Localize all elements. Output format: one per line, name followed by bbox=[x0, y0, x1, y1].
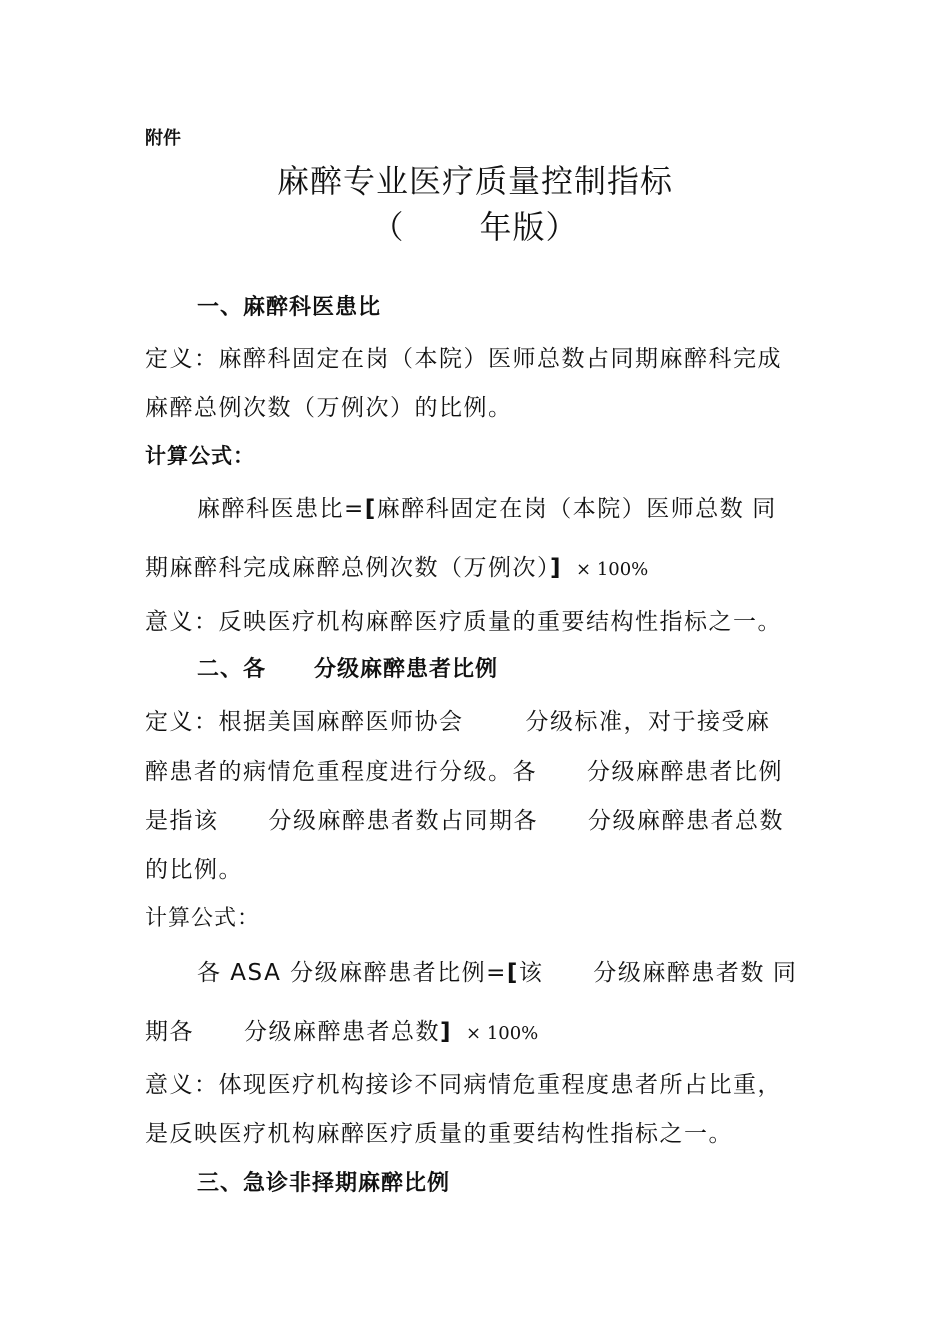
section2-definition-line1: 定义：根据美国麻醉医师协会 分级标准，对于接受麻 bbox=[145, 709, 771, 735]
formula1-close-bracket: ] bbox=[550, 555, 563, 581]
formula2-close-bracket: ] bbox=[440, 1019, 453, 1045]
formula2-open-bracket: [ bbox=[506, 960, 519, 986]
formula2-numerator: 分级麻醉患者数 bbox=[593, 960, 765, 986]
formula2-multiplier: × 100% bbox=[466, 1023, 539, 1044]
section2-meaning-line2: 是反映医疗机构麻醉医疗质量的重要结构性指标之一。 bbox=[145, 1121, 733, 1147]
section2-meaning-line1: 意义：体现医疗机构接诊不同病情危重程度患者所占比重， bbox=[145, 1072, 782, 1098]
formula2-denominator: 分级麻醉患者总数 bbox=[244, 1019, 440, 1045]
formula1-multiplier: × 100% bbox=[576, 559, 649, 580]
section2-formula-line2: 期各 分级麻醉患者总数] × 100% bbox=[145, 1019, 539, 1045]
section2-definition-line3: 是指该 分级麻醉患者数占同期各 分级麻醉患者总数 bbox=[145, 808, 784, 834]
document-year-line bbox=[0, 202, 950, 248]
section1-meaning: 意义：反映医疗机构麻醉医疗质量的重要结构性指标之一。 bbox=[145, 609, 782, 635]
section2-definition-line4: 的比例。 bbox=[145, 857, 243, 883]
section2-formula-label: 计算公式： bbox=[145, 906, 261, 931]
year-open-paren: （ bbox=[371, 208, 405, 246]
year-version-label: 年版） bbox=[479, 208, 579, 246]
document-title: 麻醉专业医疗质量控制指标 bbox=[276, 162, 673, 200]
section2-heading: 二、各 分级麻醉患者比例 bbox=[197, 657, 499, 682]
formula1-denominator: 期麻醉科完成麻醉总例次数（万例次） bbox=[145, 555, 550, 581]
formula1-lhs: 麻醉科医患比= bbox=[197, 496, 365, 522]
section2-definition-line2: 醉患者的病情危重程度进行分级。各 分级麻醉患者比例 bbox=[145, 759, 783, 785]
formula1-denominator-start: 同 bbox=[752, 496, 777, 522]
formula2-lhs: 各 ASA 分级麻醉患者比例= bbox=[197, 960, 507, 986]
section1-formula-label: 计算公式： bbox=[145, 444, 255, 468]
section3-heading: 三、急诊非择期麻醉比例 bbox=[197, 1171, 451, 1196]
formula1-open-bracket: [ bbox=[364, 496, 377, 522]
section1-definition-line2: 麻醉总例次数（万例次）的比例。 bbox=[145, 395, 513, 421]
formula1-numerator: 麻醉科固定在岗（本院）医师总数 bbox=[376, 496, 745, 522]
section2-formula-line1: 各 ASA 分级麻醉患者比例=[该 分级麻醉患者数 同 bbox=[197, 960, 798, 986]
section1-formula-line1 bbox=[197, 490, 777, 523]
attachment-label: 附件 bbox=[145, 128, 181, 149]
section1-definition-line1: 定义：麻醉科固定在岗（本院）医师总数占同期麻醉科完成 bbox=[145, 346, 782, 372]
section1-formula-line2 bbox=[145, 549, 648, 582]
section1-heading: 一、麻醉科医患比 bbox=[197, 295, 382, 320]
